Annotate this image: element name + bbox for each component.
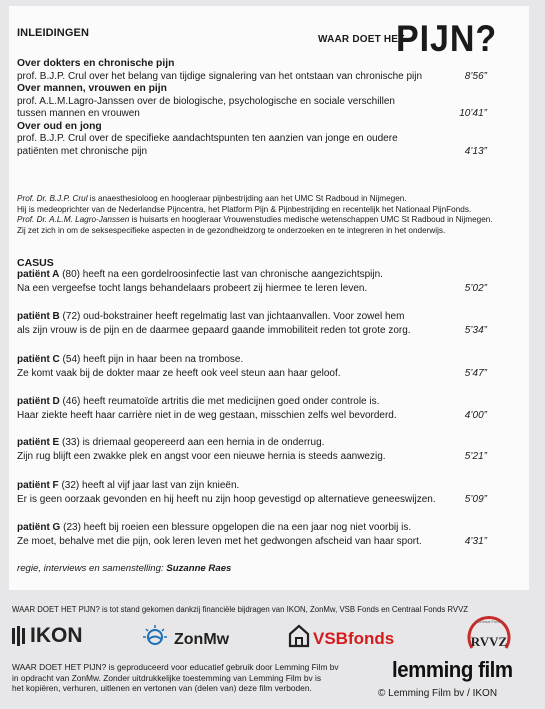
case-line: Haar ziekte heeft haar carrière niet in de weg gestaan, misschien zelfs wel bevorderd. xyxy=(17,410,397,421)
case-label: patiënt F xyxy=(17,480,59,491)
intro-item-duration: 4’13” xyxy=(464,145,487,157)
case-item xyxy=(17,353,487,381)
case-item xyxy=(17,395,487,423)
case-line: (33) is driemaal geopereerd aan een hernia in de onderrug. xyxy=(59,437,325,448)
case-line: (72) oud-bokstrainer heeft regelmatig last van jichtaanvallen. Voor zowel hem xyxy=(59,311,405,322)
vsb-logo xyxy=(288,624,394,653)
intro-item xyxy=(17,121,487,159)
case-duration: 5’09” xyxy=(464,494,487,505)
case-line: Ze komt vaak bij de dokter maar ze heeft ook veel steun aan haar geloof. xyxy=(17,368,341,379)
case-duration: 5’47” xyxy=(464,368,487,379)
case-line: (32) heeft al vijf jaar last van zijn knieën. xyxy=(58,480,240,491)
production-note xyxy=(12,662,352,694)
intro-item-text: tussen mannen en vrouwen xyxy=(17,108,140,119)
brand-title-big: PIJN? xyxy=(396,18,498,59)
credit-prefix: regie, interviews en samenstelling: xyxy=(17,563,167,574)
case-line: (80) heeft na een gordelroosinfectie last van chronische aangezichtspijn. xyxy=(59,269,383,280)
case-label: patiënt D xyxy=(17,396,60,407)
zonmw-logo-text: ZonMw xyxy=(174,630,230,648)
zonmw-logo xyxy=(142,624,229,655)
production-line: WAAR DOET HET PIJN? is geproduceerd voor educatief gebruik door Lemming Film bv xyxy=(12,662,339,672)
intro-item-title: Over mannen, vrouwen en pijn xyxy=(17,83,167,94)
zonmw-sun-icon xyxy=(142,624,168,655)
copyright-notice: © Lemming Film bv / IKON xyxy=(378,688,498,699)
production-line: het kopiëren, verhuren, uitlenen en vertonen van (delen van) deze film verboden. xyxy=(12,683,312,694)
case-label: patiënt G xyxy=(17,522,61,533)
intro-item xyxy=(17,83,487,121)
production-line: in opdracht van ZonMw. Zonder uitdrukkelijke toestemming van Lemming Film bv is xyxy=(12,672,322,683)
case-line: (23) heeft bij roeien een blessure opgelopen die na een jaar nog niet voorbij is. xyxy=(60,522,412,533)
rvvz-ring-text: Centraal Fonds xyxy=(475,619,503,624)
ikon-logo xyxy=(12,624,83,648)
case-duration: 4’31” xyxy=(464,536,487,547)
bio-text: is anaesthesioloog en hoogleraar pijnbestrijding aan het UMC St Radboud in Nijmegen. xyxy=(87,194,407,203)
case-duration: 5’21” xyxy=(464,451,487,462)
lemming-film-logo: lemming film xyxy=(392,657,513,682)
intro-item-text: patiënten met chronische pijn xyxy=(17,145,148,157)
case-line: (54) heeft pijn in haar been na trombose. xyxy=(59,354,244,365)
bio-crul xyxy=(17,194,507,205)
brand-title-small: WAAR DOET HET xyxy=(318,34,405,45)
intro-list xyxy=(17,58,487,158)
case-label: patiënt E xyxy=(17,437,60,448)
case-line: als zijn vrouw is de pijn en de daarmee gepaard gaande immobiliteit reden tot grote zorg. xyxy=(17,325,411,336)
vsb-logo-text: VSBfonds xyxy=(313,628,395,648)
case-line: Er is geen oorzaak gevonden en hij heeft nu zijn hoop gevestigd op alternatieve geneeswijzen. xyxy=(17,494,436,505)
ikon-logo-text: IKON xyxy=(30,624,83,647)
case-duration: 5’02” xyxy=(464,283,487,294)
case-label: patiënt B xyxy=(17,311,60,322)
bio-crul-extra: Hij is medeoprichter van de Nederlandse Pijncentra, het Platform Pijn & Pijnbestrijding en recentelijk het Nationaal PijnFonds. xyxy=(17,204,472,214)
section-heading-inleidingen: INLEIDINGEN xyxy=(17,27,89,39)
case-item xyxy=(17,479,487,507)
intro-item-text: prof. B.J.P. Crul over de specifieke aandachtspunten ten aanzien van jonge en oudere xyxy=(17,133,398,144)
credit-name: Suzanne Raes xyxy=(166,563,232,574)
case-item xyxy=(17,268,487,296)
bio-text: is huisarts en hoogleraar Vrouwenstudies medische wetenschappen UMC St Radboud in Nijmegen. xyxy=(129,215,493,224)
case-item xyxy=(17,436,487,464)
section-heading-casus: CASUS xyxy=(17,257,54,269)
intro-item-text: prof. B.J.P. Crul over het belang van tijdige signalering van het ontstaan van chronische pijn xyxy=(17,70,423,82)
sponsor-logos xyxy=(12,620,532,656)
intro-item-title: Over dokters en chronische pijn xyxy=(17,58,175,69)
ikon-bars-icon xyxy=(12,626,26,646)
vsb-house-icon xyxy=(288,624,310,653)
case-line: Ze moet, behalve met die pijn, ook leren leven met het gedwongen afscheid van haar sport. xyxy=(17,536,422,547)
case-line: (46) heeft reumatoïde artritis die met medicijnen goed onder controle is. xyxy=(59,396,380,407)
bio-lagro-extra: Zij zet zich in om de seksespecifieke aspecten in de gezondheidzorg te onderzoeken en te integreren in het onderwijs. xyxy=(17,225,446,235)
bio-lagro xyxy=(17,215,507,226)
rvvz-logo xyxy=(464,614,514,660)
speaker-bios xyxy=(17,194,507,236)
intro-item-duration: 8’56” xyxy=(464,70,487,82)
intro-item-text: prof. A.L.M.Lagro-Janssen over de biologische, psychologische en sociale verschillen xyxy=(17,95,395,107)
case-label: patiënt C xyxy=(17,354,60,365)
director-credit xyxy=(17,563,231,574)
case-duration: 5’34” xyxy=(464,325,487,336)
funding-note: WAAR DOET HET PIJN? is tot stand gekomen dankzij financiële bijdragen van IKON, ZonMw, VSB Fonds en Centraal Fonds RVVZ xyxy=(12,605,469,614)
case-label: patiënt A xyxy=(17,269,60,280)
intro-item xyxy=(17,58,487,83)
case-line: Zijn rug blijft een zwakke plek en angst voor een nieuwe hernia is steeds aanwezig. xyxy=(17,451,386,462)
case-item xyxy=(17,310,487,338)
intro-item-title: Over oud en jong xyxy=(17,120,102,132)
case-duration: 4’00” xyxy=(464,410,487,421)
case-line: Na een vergeefse tocht langs behandelaars probeert zij hiermee te leren leven. xyxy=(17,283,368,294)
bio-name: Prof. Dr. B.J.P. Crul xyxy=(17,194,88,203)
intro-item-duration: 10’41” xyxy=(459,108,487,119)
case-item xyxy=(17,521,487,549)
bio-name: Prof. Dr. A.L.M. Lagro-Janssen xyxy=(17,215,130,224)
rvvz-logo-text: RVVZ xyxy=(470,634,508,649)
